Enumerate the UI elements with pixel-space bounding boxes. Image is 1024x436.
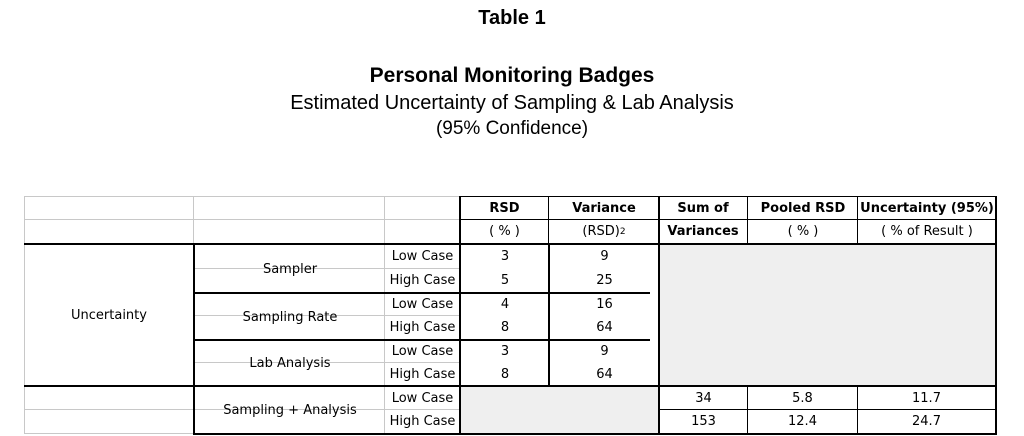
header-rsd: RSD xyxy=(489,200,520,216)
sampler-high-rsd: 5 xyxy=(500,273,510,288)
combined-high-sum: 153 xyxy=(691,414,716,429)
header-variance-unit xyxy=(549,220,659,243)
sampling-rate-low-variance: 16 xyxy=(596,297,613,312)
sampler-low-rsd: 3 xyxy=(500,249,510,264)
table-subtitle: Estimated Uncertainty of Sampling & Lab Analysis xyxy=(290,92,734,114)
sampler-low-variance: 9 xyxy=(600,249,609,264)
combined-high-uncertainty: 24.7 xyxy=(912,414,941,429)
grid-line xyxy=(24,196,25,244)
shaded-region-upper xyxy=(659,245,995,386)
grid-line xyxy=(24,433,194,434)
header-rsd-unit: ( % ) xyxy=(489,224,520,239)
grid-line xyxy=(193,196,194,244)
grid-line xyxy=(24,196,460,197)
lab-analysis-low-case: Low Case xyxy=(391,344,454,359)
shaded-region-lower xyxy=(459,387,659,433)
combined-low-case: Low Case xyxy=(391,390,454,406)
grid-line xyxy=(384,196,385,244)
header-pooled-rsd: Pooled RSD xyxy=(760,200,846,216)
sampling-rate-high-rsd: 8 xyxy=(500,320,510,335)
sampler-label: Sampler xyxy=(262,261,318,277)
header-uncertainty-unit: ( % of Result ) xyxy=(881,224,973,239)
sampling-rate-low-case: Low Case xyxy=(391,297,454,312)
header-sum-of: Sum of xyxy=(677,200,729,216)
header-variance: Variance xyxy=(572,200,636,216)
sampler-high-case: High Case xyxy=(389,273,456,288)
sampler-high-variance: 25 xyxy=(596,273,613,288)
grid-line xyxy=(24,409,194,410)
combined-low-uncertainty: 11.7 xyxy=(912,390,941,406)
lab-analysis-low-variance: 9 xyxy=(600,344,609,359)
lab-analysis-low-rsd: 3 xyxy=(500,344,510,359)
table-title: Personal Monitoring Badges xyxy=(369,64,655,87)
lab-analysis-high-case: High Case xyxy=(389,366,456,382)
sampling-rate-high-case: High Case xyxy=(389,320,456,335)
header-variances: Variances xyxy=(667,224,739,239)
confidence-note: (95% Confidence) xyxy=(435,118,589,139)
lab-analysis-high-variance: 64 xyxy=(596,366,613,382)
lab-analysis-high-rsd: 8 xyxy=(500,366,510,382)
header-uncertainty: Uncertainty (95%) xyxy=(860,200,994,216)
combined-high-pooled: 12.4 xyxy=(788,414,817,429)
sampling-rate-label: Sampling Rate xyxy=(242,309,338,325)
combined-low-sum: 34 xyxy=(695,390,712,406)
combined-low-pooled: 5.8 xyxy=(792,390,813,406)
table-number: Table 1 xyxy=(478,7,546,29)
lab-analysis-label: Lab Analysis xyxy=(249,356,331,371)
sampling-rate-low-rsd: 4 xyxy=(500,297,510,312)
uncertainty-group-label: Uncertainty xyxy=(71,308,147,323)
grid-line xyxy=(24,219,460,220)
variance-unit-text: (RSD) xyxy=(582,224,620,239)
sampler-low-case: Low Case xyxy=(391,249,454,264)
header-pooled-unit: ( % ) xyxy=(787,224,819,239)
combined-high-case: High Case xyxy=(389,414,456,429)
variance-superscript: 2 xyxy=(619,226,626,237)
combined-label: Sampling + Analysis xyxy=(223,402,357,418)
sampling-rate-high-variance: 64 xyxy=(596,320,613,335)
table-border xyxy=(193,433,996,435)
